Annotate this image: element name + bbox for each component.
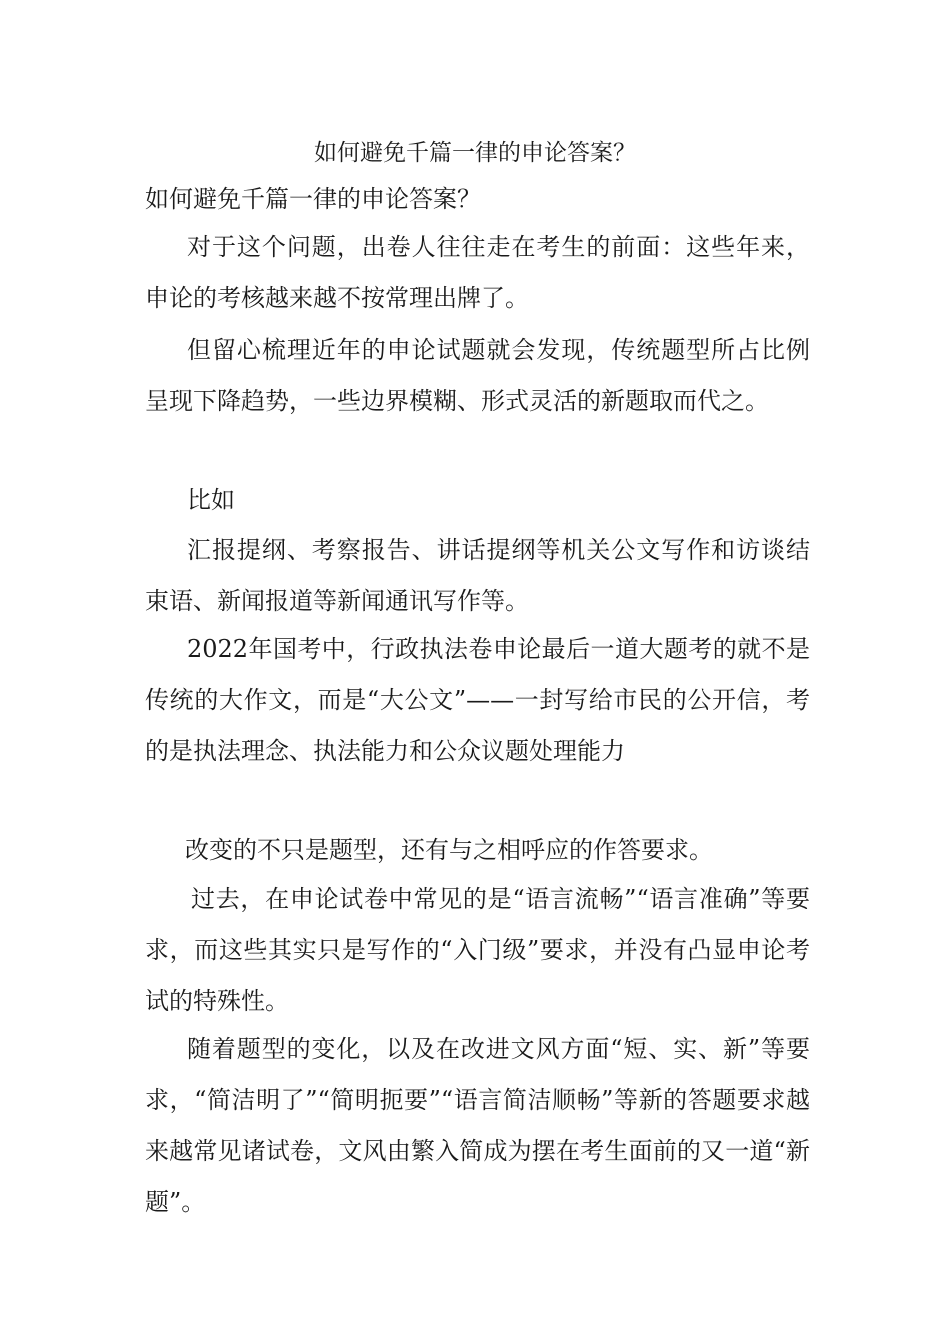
document-heading: 如何避免千篇一律的申论答案？ <box>145 185 481 213</box>
page-title: 如何避免千篇一律的申论答案？ <box>314 140 636 166</box>
paragraph: 随着题型的变化，以及在改进文风方面“短、实、新”等要求，“简洁明了”“简明扼要”“语言简洁顺畅”等新的答题要求越来越常见诸试卷，文风由繁入简成为摆在考生面前的又一道“新题”。 <box>145 1035 810 1216</box>
paragraph: 汇报提纲、考察报告、讲话提纲等机关公文写作和访谈结束语、新闻报道等新闻通讯写作等。 <box>145 536 810 615</box>
paragraph: 对于这个问题，出卷人往往走在考生的前面：这些年来，申论的考核越来越不按常理出牌了。 <box>145 233 810 312</box>
paragraph: 但留心梳理近年的申论试题就会发现，传统题型所占比例呈现下降趋势，一些边界模糊、形式灵活的新题取而代之。 <box>145 336 810 415</box>
paragraph: 过去，在申论试卷中常见的是“语言流畅”“语言准确”等要求，而这些其实只是写作的“入门级”要求，并没有凸显申论考试的特殊性。 <box>145 885 810 1015</box>
paragraph: 2022年国考中，行政执法卷申论最后一道大题考的就不是传统的大作文，而是“大公文”——一封写给市民的公开信，考的是执法理念、执法能力和公众议题处理能力 <box>145 635 810 765</box>
paragraph: 比如 <box>187 486 235 514</box>
paragraph: 改变的不只是题型，还有与之相呼应的作答要求。 <box>185 836 713 864</box>
